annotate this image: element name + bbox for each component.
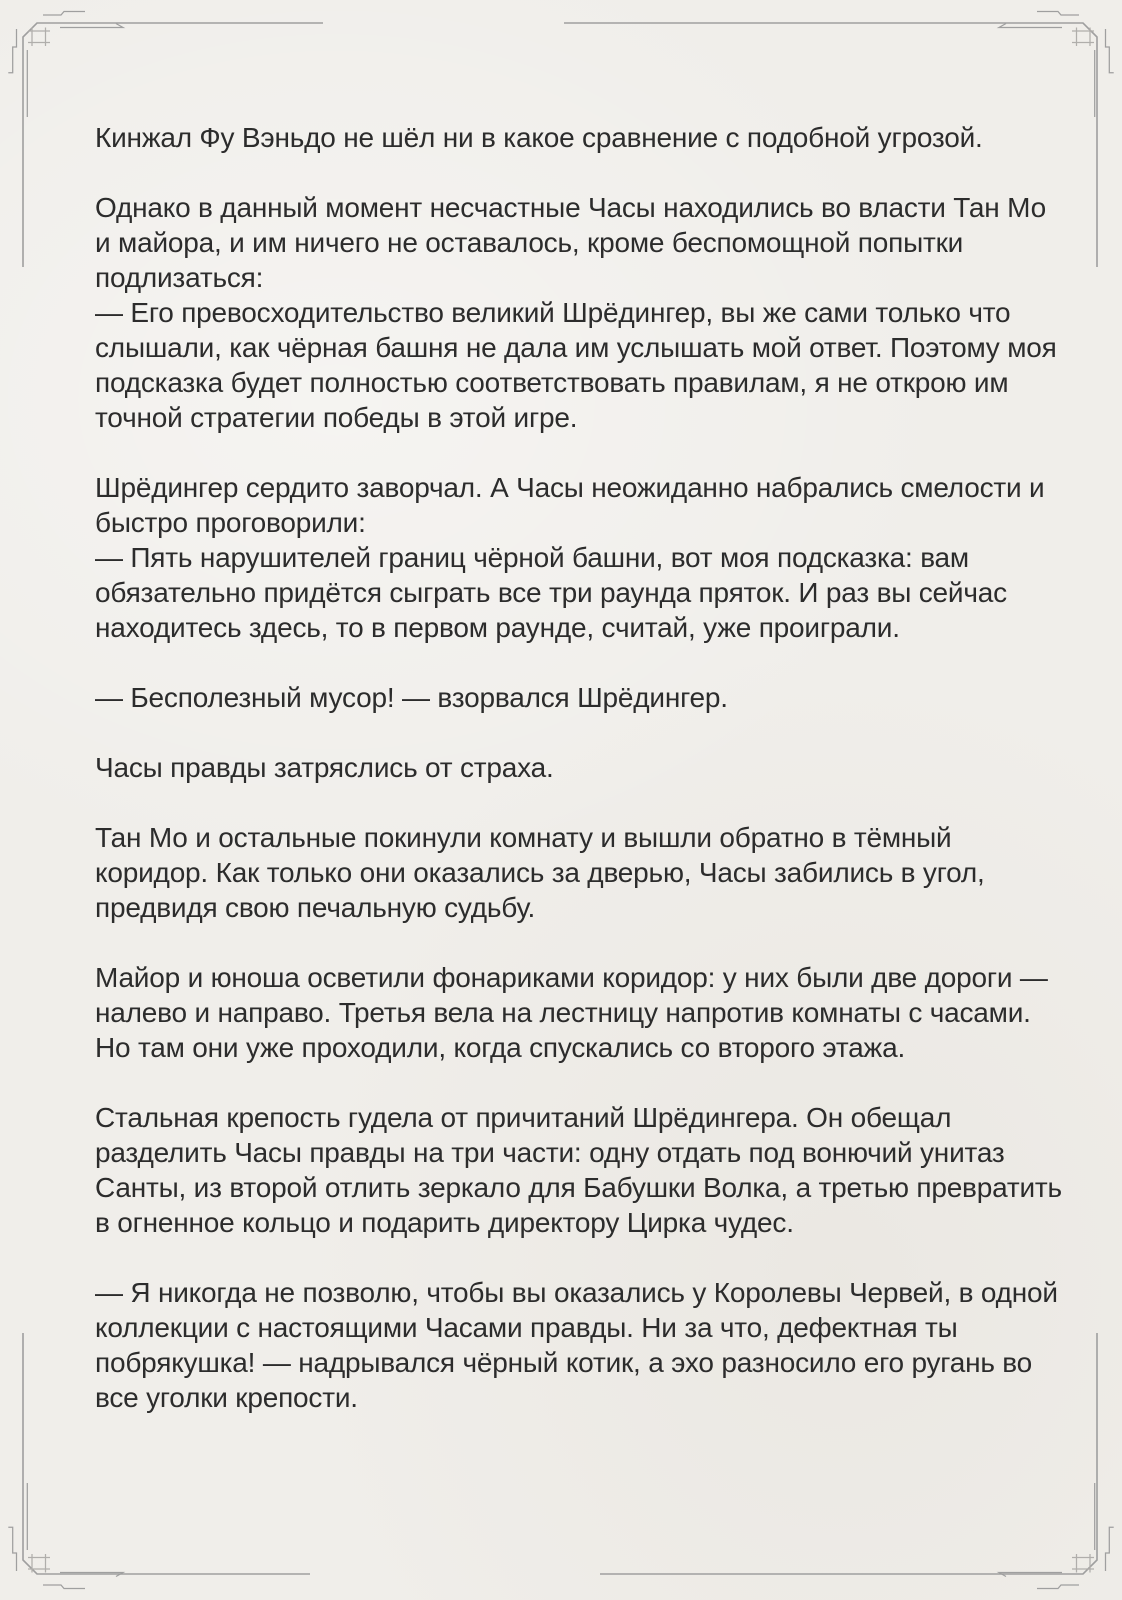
- text-line: — Его превосходительство великий Шрёдингер, вы же сами только что: [95, 297, 1011, 328]
- text-line: Стальная крепость гудела от причитаний Шрёдингера. Он обещал: [95, 1102, 952, 1133]
- text-line: подлизаться:: [95, 262, 264, 293]
- text-line: Но там они уже проходили, когда спускались со второго этажа.: [95, 1032, 906, 1063]
- text-line: предвидя свою печальную судьбу.: [95, 892, 536, 923]
- paragraph: [95, 1100, 1062, 1240]
- text-line: Тан Мо и остальные покинули комнату и вышли обратно в тёмный: [95, 822, 952, 853]
- text-line: подсказка будет полностью соответствовать правилам, я не открою им: [95, 367, 1009, 398]
- text-line: коллекции с настоящими Часами правды. Ни за что, дефектная ты: [95, 1312, 958, 1343]
- text-line: находитесь здесь, то в первом раунде, считай, уже проиграли.: [95, 612, 900, 643]
- paragraph: [95, 120, 1043, 155]
- text-line: — Бесполезный мусор! — взорвался Шрёдингер.: [95, 682, 728, 713]
- text-line: быстро проговорили:: [95, 507, 366, 538]
- paragraph: [95, 680, 1043, 715]
- ornament-top-right: [999, 12, 1114, 118]
- paragraph: [95, 190, 1057, 435]
- text-line: побрякушка! — надрывался чёрный котик, а эхо разносило его ругань во: [95, 1347, 1033, 1378]
- text-line: Часы правды затряслись от страха.: [95, 752, 554, 783]
- text-line: и майора, и им ничего не оставалось, кроме беспомощной попытки: [95, 227, 964, 258]
- paragraph: [95, 820, 1043, 925]
- text-line: слышали, как чёрная башня не дала им услышать мой ответ. Поэтому моя: [95, 332, 1057, 363]
- page-text: [95, 120, 1062, 1415]
- paragraph: [95, 470, 1043, 645]
- text-line: налево и направо. Третья вела на лестницу напротив комнаты с часами.: [95, 997, 1031, 1028]
- paragraph: [95, 750, 1043, 785]
- paragraph: [95, 960, 1048, 1065]
- text-line: Кинжал Фу Вэньдо не шёл ни в какое сравнение с подобной угрозой.: [95, 122, 983, 153]
- text-line: — Пять нарушителей границ чёрной башни, вот моя подсказка: вам: [95, 542, 969, 573]
- ornament-top-left: [8, 12, 123, 118]
- text-line: Однако в данный момент несчастные Часы находились во власти Тан Мо: [95, 192, 1046, 223]
- text-line: Санты, из второй отлить зеркало для Бабушки Волка, а третью превратить: [95, 1172, 1062, 1203]
- text-line: обязательно придётся сыграть все три раунда пряток. И раз вы сейчас: [95, 577, 1007, 608]
- text-line: разделить Часы правды на три части: одну отдать под вонючий унитаз: [95, 1137, 1005, 1168]
- paragraph: [95, 1275, 1058, 1415]
- ornament-bottom-left: [8, 1483, 123, 1589]
- text-line: в огненное кольцо и подарить директору Цирка чудес.: [95, 1207, 794, 1238]
- text-line: Шрёдингер сердито заворчал. А Часы неожиданно набрались смелости и: [95, 472, 1045, 503]
- text-line: Майор и юноша осветили фонариками коридор: у них были две дороги —: [95, 962, 1048, 993]
- text-line: коридор. Как только они оказались за дверью, Часы забились в угол,: [95, 857, 985, 888]
- text-line: — Я никогда не позволю, чтобы вы оказались у Королевы Червей, в одной: [95, 1277, 1058, 1308]
- ornament-bottom-right: [999, 1483, 1114, 1589]
- text-line: точной стратегии победы в этой игре.: [95, 402, 578, 433]
- text-line: все уголки крепости.: [95, 1382, 358, 1413]
